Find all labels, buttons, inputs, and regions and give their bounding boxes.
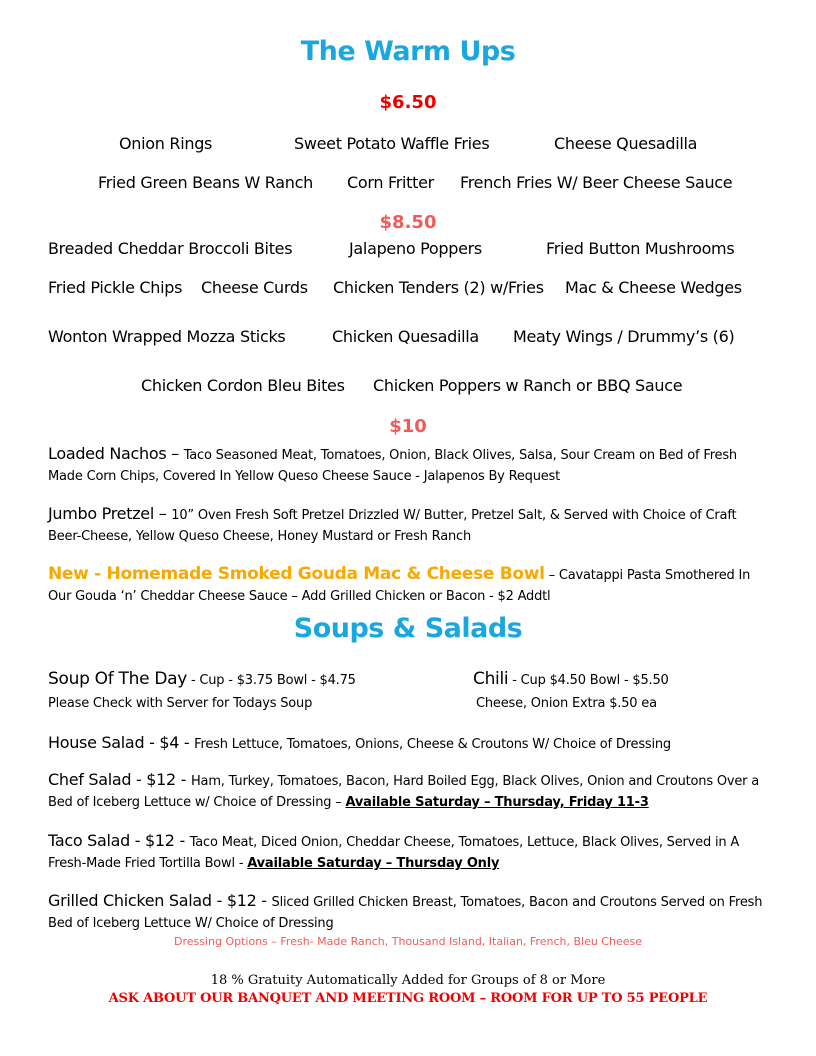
banquet-notice: ASK ABOUT OUR BANQUET AND MEETING ROOM – ROOM FOR UP TO 55 PEOPLE — [108, 991, 708, 1006]
menu-item: Chicken Tenders (2) w/Fries — [333, 278, 544, 297]
menu-item: Cheese Quesadilla — [554, 134, 698, 153]
grilled-chicken-salad-name: Grilled Chicken Salad - $12 - — [48, 891, 272, 910]
pretzel-name: Jumbo Pretzel – — [48, 504, 172, 523]
menu-item: Onion Rings — [119, 134, 213, 153]
taco-salad-desc: Taco Meat, Diced Onion, Cheddar Cheese, Tomatoes, Lettuce, Black Olives, Served in A Fresh-Made Fried Tortilla Bowl - — [48, 835, 740, 871]
menu-item: Fried Button Mushrooms — [546, 239, 735, 258]
menu-item: Mac & Cheese Wedges — [565, 278, 742, 297]
menu-item: Fried Green Beans W Ranch — [98, 173, 313, 192]
dressing-options: Dressing Options – Fresh- Made Ranch, Thousand Island, Italian, French, Bleu Cheese — [173, 935, 642, 948]
menu-item: Chicken Quesadilla — [332, 327, 479, 346]
pretzel-desc: 10” Oven Fresh Soft Pretzel Drizzled W/ Butter, Pretzel Salt, & Served with Choice of Craft Beer-Cheese, Yellow Queso Cheese, Honey Mustard or Fresh Ranch — [48, 508, 737, 544]
grilled-chicken-salad-entry — [48, 890, 770, 934]
soup-name: Soup Of The Day — [48, 669, 188, 689]
chili-note: Cheese, Onion Extra $.50 ea — [476, 696, 657, 711]
soup-entry — [48, 669, 356, 689]
nachos-name: Loaded Nachos – — [48, 444, 184, 463]
taco-salad-name: Taco Salad - $12 - — [48, 831, 190, 850]
soup-note: Please Check with Server for Todays Soup — [48, 696, 313, 711]
chili-prices: - Cup $4.50 Bowl - $5.50 — [508, 673, 669, 688]
warm-ups-title: The Warm Ups — [300, 36, 516, 67]
grilled-chicken-salad-desc: Sliced Grilled Chicken Breast, Tomatoes, Bacon and Croutons Served on Fresh Bed of Iceberg Lettuce W/ Choice of Dressing — [48, 895, 763, 931]
menu-item: Jalapeno Poppers — [349, 239, 482, 258]
menu-item: French Fries W/ Beer Cheese Sauce — [460, 173, 733, 192]
chef-salad-name: Chef Salad - $12 - — [48, 770, 191, 789]
house-salad-name: House Salad - $4 - — [48, 733, 195, 752]
mac-cheese-entry — [48, 564, 770, 607]
mac-cheese-name: New - Homemade Smoked Gouda Mac & Cheese Bowl — [48, 564, 545, 584]
chef-salad-availability: Available Saturday – Thursday, Friday 11-3 — [345, 795, 649, 810]
price-6-50: $6.50 — [379, 92, 437, 113]
taco-salad-availability: Available Saturday – Thursday Only — [247, 856, 500, 871]
nachos-desc: Taco Seasoned Meat, Tomatoes, Onion, Black Olives, Salsa, Sour Cream on Bed of Fresh Made Corn Chips, Covered In Yellow Queso Cheese Sauce - Jalapenos By Request — [48, 448, 737, 484]
mac-cheese-desc: – Cavatappi Pasta Smothered In Our Gouda ‘n’ Cheddar Cheese Sauce – Add Grilled Chicken or Bacon - $2 Addtl — [48, 568, 751, 604]
chili-entry — [473, 669, 669, 689]
taco-salad-entry — [48, 830, 770, 874]
chili-name: Chili — [473, 669, 509, 689]
gratuity-note: 18 % Gratuity Automatically Added for Groups of 8 or More — [210, 973, 606, 988]
pretzel-entry — [48, 503, 770, 547]
menu-item: Sweet Potato Waffle Fries — [294, 134, 490, 153]
chef-salad-desc: Ham, Turkey, Tomatoes, Bacon, Hard Boiled Egg, Black Olives, Onion and Croutons Over a Bed of Iceberg Lettuce w/ Choice of Dressing – — [48, 774, 760, 810]
house-salad-entry — [48, 732, 770, 755]
price-10: $10 — [389, 416, 427, 437]
menu-item: Corn Fritter — [347, 173, 434, 192]
menu-item: Meaty Wings / Drummy’s (6) — [513, 327, 735, 346]
menu-item: Breaded Cheddar Broccoli Bites — [48, 239, 293, 258]
house-salad-desc: Fresh Lettuce, Tomatoes, Onions, Cheese & Croutons W/ Choice of Dressing — [194, 737, 671, 752]
chef-salad-entry — [48, 769, 770, 813]
soups-salads-title: Soups & Salads — [293, 613, 523, 644]
menu-item: Fried Pickle Chips — [48, 278, 183, 297]
menu-item: Chicken Poppers w Ranch or BBQ Sauce — [373, 376, 683, 395]
nachos-entry — [48, 443, 770, 487]
menu-item: Cheese Curds — [201, 278, 308, 297]
soup-prices: - Cup - $3.75 Bowl - $4.75 — [187, 673, 356, 688]
menu-item: Chicken Cordon Bleu Bites — [141, 376, 345, 395]
menu-item: Wonton Wrapped Mozza Sticks — [48, 327, 286, 346]
price-8-50: $8.50 — [379, 212, 437, 233]
